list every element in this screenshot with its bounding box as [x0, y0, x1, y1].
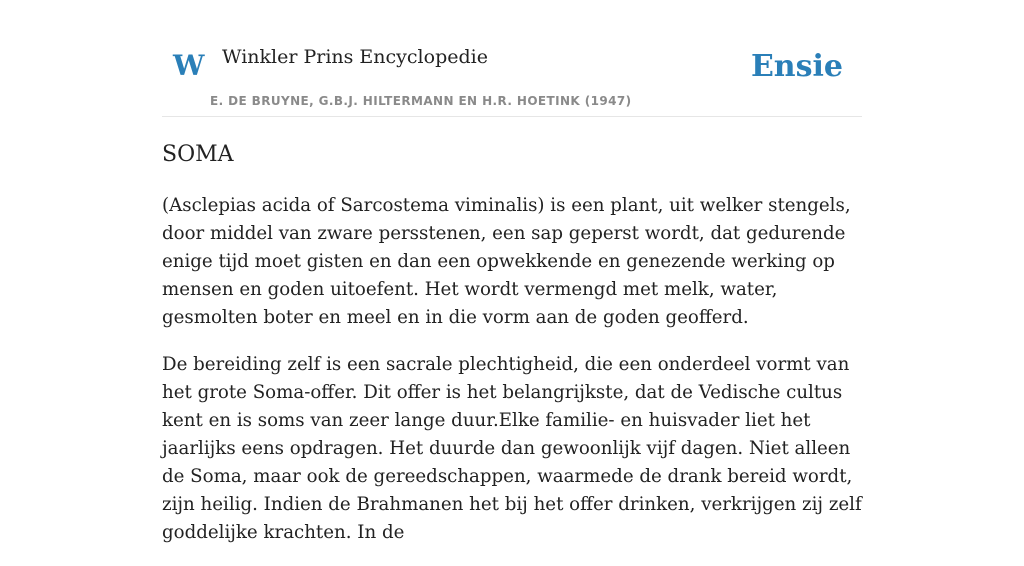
entry-paragraph: De bereiding zelf is een sacrale plechtigheid, die een onderdeel vormt van het grote Soma-offer. Dit offer is het belangrijkste, dat de Vedische cultus kent en is soms van zeer lange duur.Elke familie- en huisvader liet het jaarlijks eens opdragen. Het duurde dan gewoonlijk vijf dagen. Niet alleen de Soma, maar ook de gereedschappen, waarmede de drank bereid wordt, zijn heilig. Indien de Brahmanen het bij het offer drinken, verkrijgen zij zelf goddelijke krachten. In de: [162, 354, 862, 543]
publication-authors: E. DE BRUYNE, G.B.J. HILTERMANN EN H.R. HOETINK (1947): [210, 94, 632, 108]
publication-logo-icon[interactable]: W: [173, 49, 205, 82]
brand-logo[interactable]: Ensie: [750, 49, 843, 84]
entry-paragraph: (Asclepias acida of Sarcostema viminalis) is een plant, uit welker stengels, door middel van zware persstenen, een sap geperst wordt, dat gedurende enige tijd moet gisten en dan een opwekkende en genezende werking op mensen en goden uitoefent. Het wordt vermengd met melk, water, gesmolten boter en meel en in die vorm aan de goden geofferd.: [162, 195, 851, 328]
article-container: [162, 0, 862, 543]
publication-title[interactable]: Winkler Prins Encyclopedie: [222, 46, 488, 68]
entry-title: SOMA: [162, 142, 234, 167]
entry-body: [162, 192, 862, 566]
page-header: [162, 0, 862, 117]
